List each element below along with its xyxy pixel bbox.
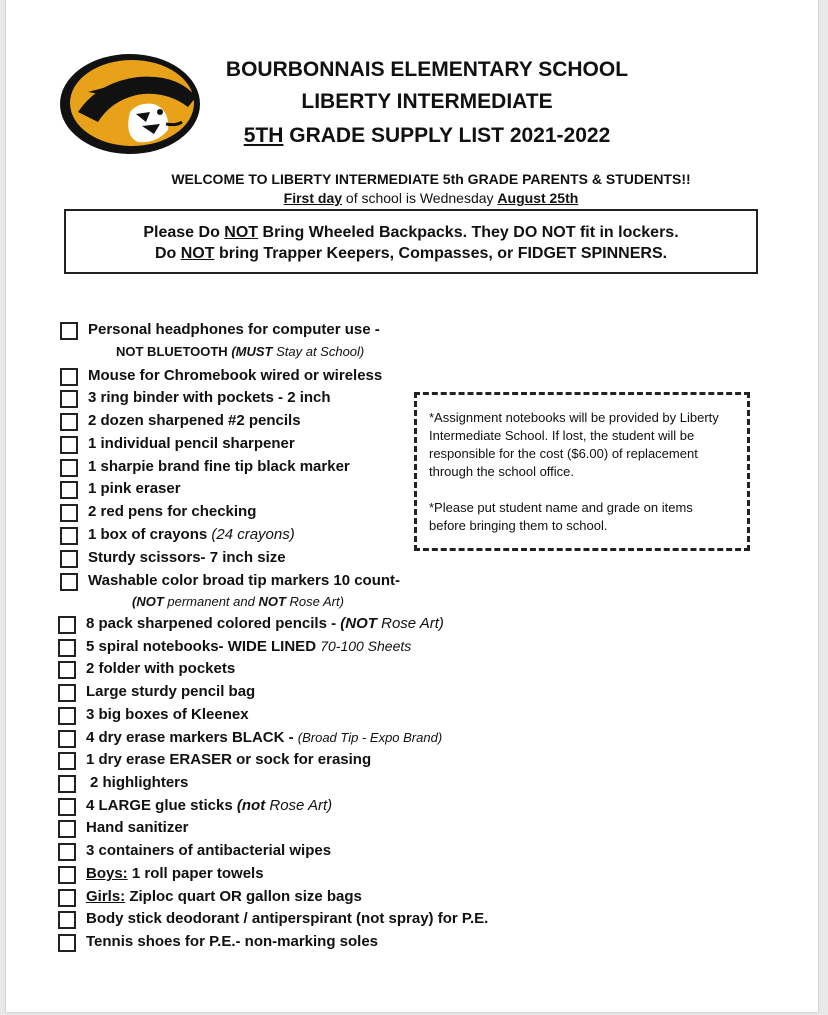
checkbox[interactable]	[60, 550, 78, 568]
item-text: 1 individual pencil sharpener	[88, 435, 295, 452]
checkbox[interactable]	[58, 843, 76, 861]
checkbox[interactable]	[60, 322, 78, 340]
checkbox[interactable]	[58, 911, 76, 929]
markers-note	[132, 594, 344, 609]
item-text: Mouse for Chromebook wired or wireless	[88, 367, 383, 384]
checkbox[interactable]	[58, 616, 76, 634]
item-text: 3 ring binder with pockets - 2 inch	[88, 389, 331, 406]
item-text-note: 70-100 Sheets	[320, 638, 412, 654]
first-day-label: First day	[283, 190, 343, 206]
school-name: BOURBONNAIS ELEMENTARY SCHOOL	[225, 58, 629, 81]
note-emphasis: (NOT	[132, 594, 164, 609]
note-assignment: *Assignment notebooks will be provided by Liberty Intermediate School. If lost, the student will be responsible for the cost ($6.00) of replacement through the school office.	[429, 410, 719, 479]
checkbox[interactable]	[60, 390, 78, 408]
item-text: 2 highlighters	[90, 774, 189, 791]
checkbox[interactable]	[58, 889, 76, 907]
checkbox[interactable]	[58, 661, 76, 679]
item-text-note: (NOT	[340, 615, 377, 632]
headphones-note	[116, 344, 364, 359]
item-text	[86, 638, 411, 655]
checkbox[interactable]	[58, 730, 76, 748]
supply-list-page	[6, 0, 818, 1012]
item-text-note: (Broad Tip - Expo Brand)	[297, 730, 443, 745]
item-text: 3 containers of antibacterial wipes	[86, 842, 332, 859]
tiger-logo	[58, 52, 204, 156]
notice-line-2	[66, 243, 756, 264]
item-text-main: 5 spiral notebooks- WIDE LINED	[86, 638, 321, 655]
notice-text: bring Trapper Keepers, Compasses, or FIDGET SPINNERS.	[214, 245, 668, 262]
item-text: 2 folder with pockets	[86, 660, 236, 677]
checkbox[interactable]	[60, 527, 78, 545]
notice-text: Bring Wheeled Backpacks. They DO NOT fit in lockers.	[258, 224, 679, 241]
item-text: 1 sharpie brand fine tip black marker	[88, 458, 350, 475]
item-label: Girls:	[86, 888, 126, 905]
item-text-main: Ziploc quart OR gallon size bags	[125, 888, 362, 905]
item-text: Tennis shoes for P.E.- non-marking soles	[86, 933, 379, 950]
note-text: Stay at School)	[272, 344, 365, 359]
note-text: Rose Art)	[285, 594, 344, 609]
item-text-note: Rose Art)	[376, 615, 444, 632]
item-text: Hand sanitizer	[86, 819, 189, 836]
item-text-main: 8 pack sharpened colored pencils -	[86, 615, 341, 632]
checkbox[interactable]	[60, 481, 78, 499]
item-text: 1 pink eraser	[88, 480, 181, 497]
item-text: 1 dry erase ERASER or sock for erasing	[86, 751, 372, 768]
item-text	[86, 615, 444, 632]
item-label: Boys:	[86, 865, 128, 882]
checkbox[interactable]	[60, 504, 78, 522]
checkbox[interactable]	[60, 573, 78, 591]
item-text	[88, 526, 295, 543]
notice-box	[64, 209, 758, 274]
note-text: NOT BLUETOOTH	[116, 344, 232, 359]
notebook-note-box	[414, 392, 750, 551]
list-title-text: GRADE SUPPLY LIST 2021-2022	[289, 124, 611, 147]
item-text: 3 big boxes of Kleenex	[86, 706, 249, 723]
checkbox[interactable]	[58, 707, 76, 725]
checkbox[interactable]	[58, 684, 76, 702]
welcome-line: WELCOME TO LIBERTY INTERMEDIATE 5th GRADE PARENTS & STUDENTS!!	[171, 171, 691, 187]
item-text-main: 1 roll paper towels	[127, 865, 264, 882]
list-title	[202, 124, 652, 148]
note-emphasis: (MUST	[231, 344, 273, 359]
checkbox[interactable]	[58, 775, 76, 793]
item-text-note: (24 crayons)	[211, 526, 295, 543]
notice-emphasis: NOT	[224, 224, 259, 241]
notice-emphasis: NOT	[180, 245, 215, 262]
item-text-note: (not	[236, 797, 266, 814]
item-text-main: 4 dry erase markers BLACK -	[86, 729, 298, 746]
note-text: permanent and	[163, 594, 259, 609]
first-day-line	[106, 190, 756, 206]
item-text: 2 dozen sharpened #2 pencils	[88, 412, 301, 429]
first-day-mid: of school is Wednesday	[342, 190, 498, 206]
item-text	[86, 888, 362, 905]
checkbox[interactable]	[58, 934, 76, 952]
checkbox[interactable]	[58, 798, 76, 816]
checkbox[interactable]	[60, 368, 78, 386]
checkbox[interactable]	[60, 436, 78, 454]
notice-line-1	[66, 222, 756, 243]
item-text: Large sturdy pencil bag	[86, 683, 256, 700]
item-text-main: 4 LARGE glue sticks	[86, 797, 237, 814]
notice-text: Do	[154, 245, 181, 262]
item-text-note: Rose Art)	[265, 797, 333, 814]
checkbox[interactable]	[60, 413, 78, 431]
building-name: LIBERTY INTERMEDIATE	[301, 90, 553, 113]
first-day-date: August 25th	[497, 190, 579, 206]
item-text	[86, 797, 332, 814]
note-labels: *Please put student name and grade on items before bringing them to school.	[429, 500, 693, 533]
item-text-main: 1 box of crayons	[88, 526, 212, 543]
grade-label: 5TH	[243, 124, 284, 147]
item-text: Body stick deodorant / antiperspirant (not spray) for P.E.	[86, 910, 489, 927]
checkbox[interactable]	[60, 459, 78, 477]
notice-text: Please Do	[143, 224, 225, 241]
item-text	[86, 729, 442, 746]
checkbox[interactable]	[58, 866, 76, 884]
checkbox[interactable]	[58, 752, 76, 770]
item-text	[86, 865, 264, 882]
item-text: Personal headphones for computer use -	[88, 321, 380, 338]
note-emphasis: NOT	[258, 594, 286, 609]
item-text: Sturdy scissors- 7 inch size	[88, 549, 286, 566]
checkbox[interactable]	[58, 639, 76, 657]
item-text: Washable color broad tip markers 10 count-	[88, 572, 401, 589]
item-text: 2 red pens for checking	[88, 503, 257, 520]
checkbox[interactable]	[58, 820, 76, 838]
